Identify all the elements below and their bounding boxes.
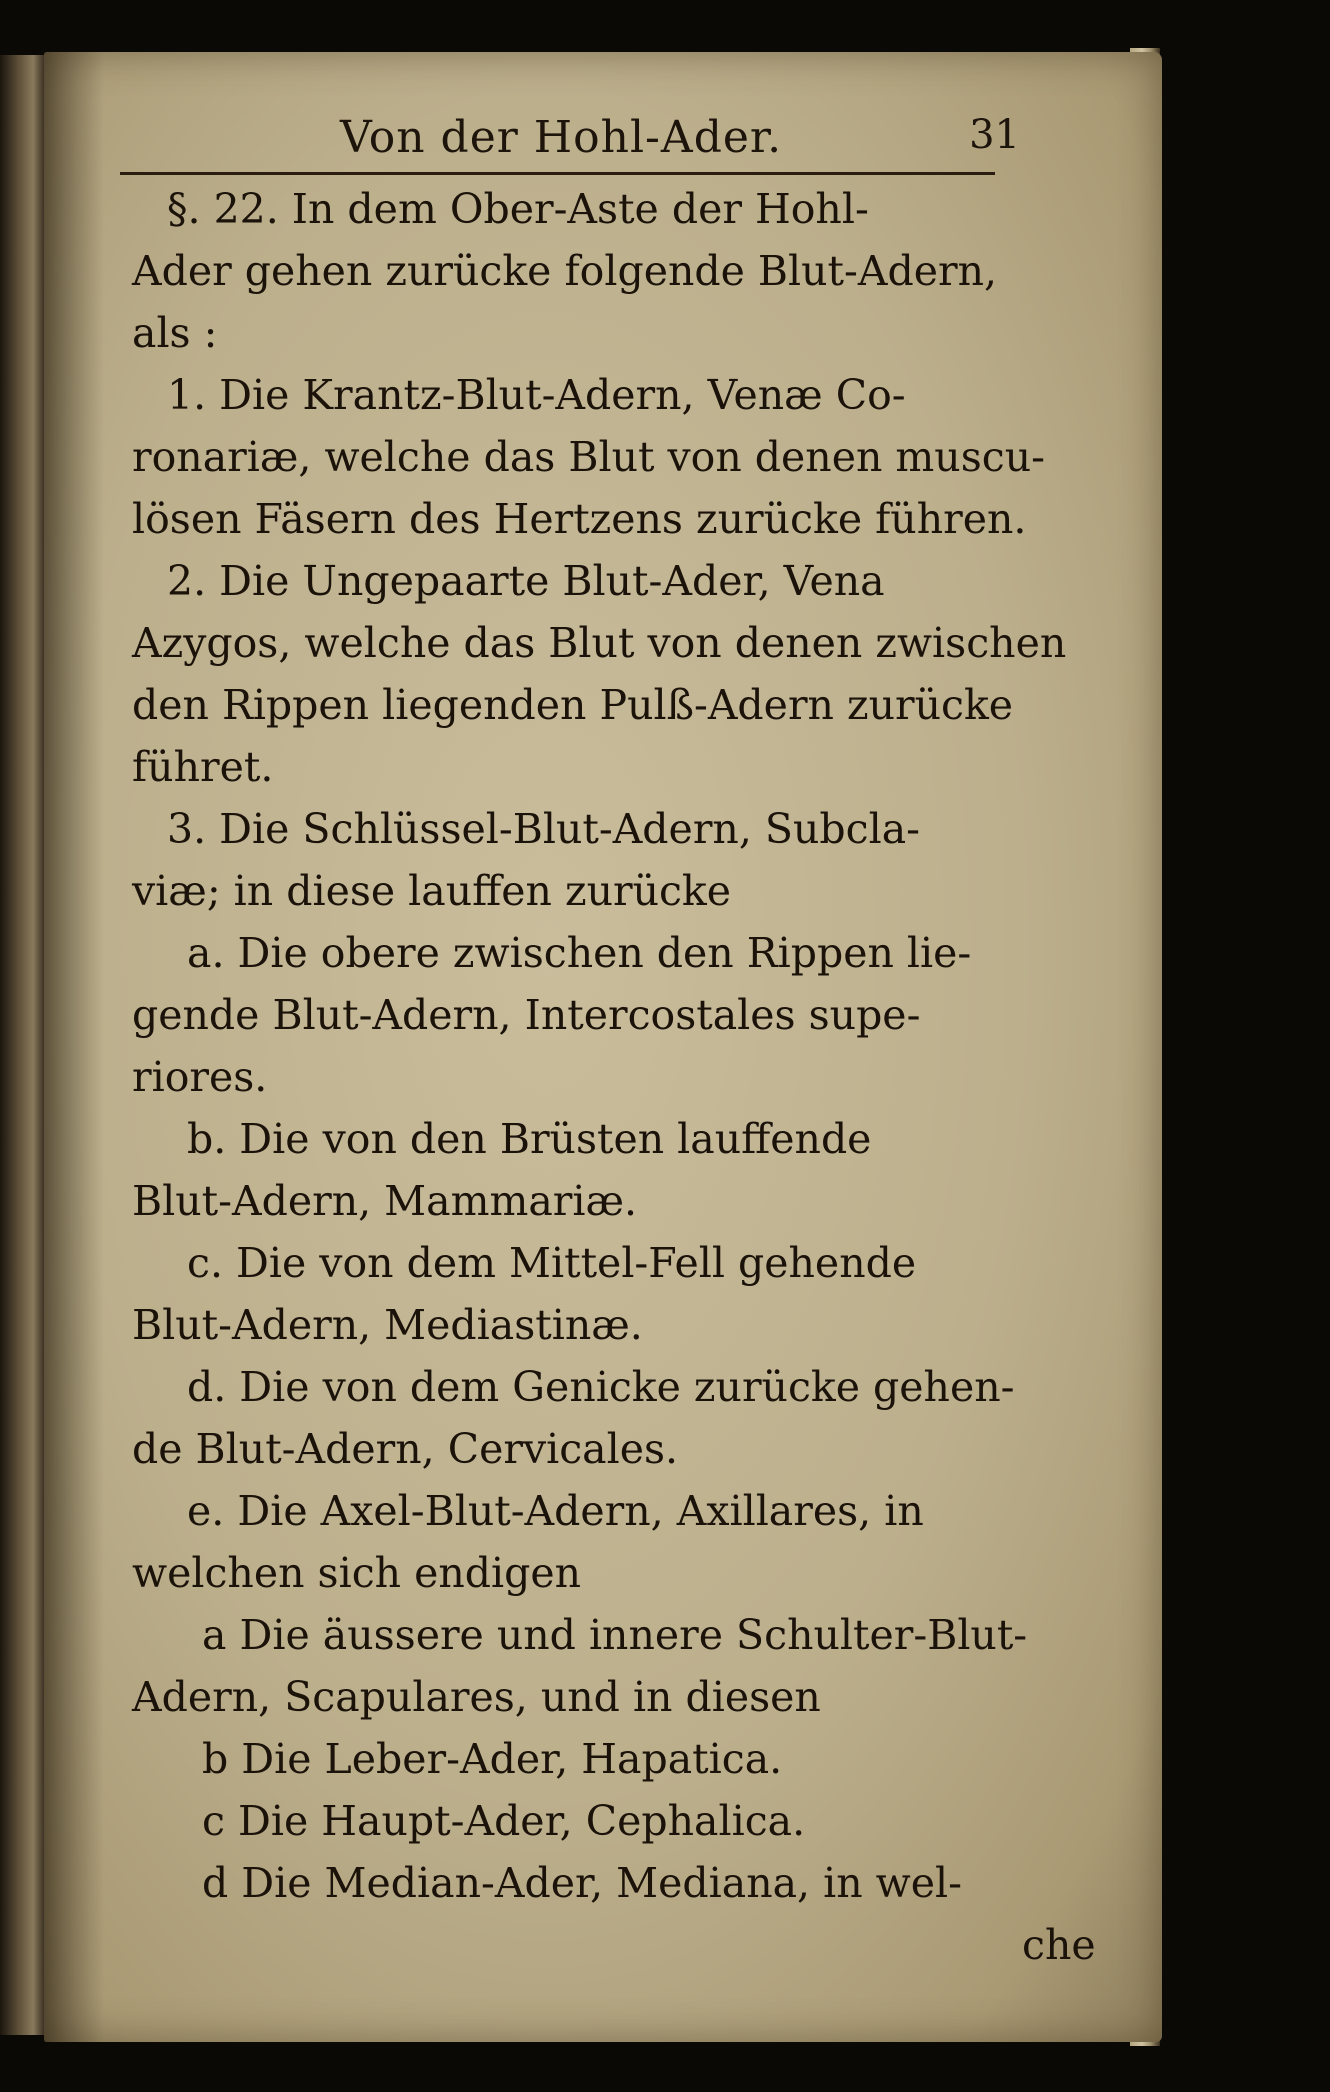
text-line: §. 22. In dem Ober-Aste der Hohl- [167,185,869,233]
text-line: de Blut-Adern, Cervicales. [132,1425,679,1473]
text-line: Ader gehen zurücke folgende Blut-Adern, [132,247,998,295]
running-title: Von der Hohl-Ader. [340,112,783,163]
text-line: Adern, Scapulares, und in diesen [132,1673,821,1721]
text-line: a. Die obere zwischen den Rippen lie- [187,929,972,977]
text-line: viæ; in diese lauffen zurücke [132,867,732,915]
running-header [340,112,1020,172]
text-line: d. Die von dem Genicke zurücke gehen- [187,1363,1015,1411]
text-line: 3. Die Schlüssel-Blut-Adern, Subcla- [167,805,920,853]
text-line: riores. [132,1053,268,1101]
text-line: b Die Leber-Ader, Hapatica. [202,1735,783,1783]
text-line: ronariæ, welche das Blut von denen muscu- [132,433,1045,481]
text-line: 2. Die Ungepaarte Blut-Ader, Vena [167,557,885,605]
text-line: b. Die von den Brüsten lauffende [187,1115,872,1163]
header-rule [120,172,995,175]
text-line: als : [132,309,218,357]
text-line: Blut-Adern, Mediastinæ. [132,1301,643,1349]
gutter-shadow [44,52,104,2042]
text-line: che [1022,1921,1096,1969]
text-line: den Rippen liegenden Pulß-Adern zurücke [132,681,1014,729]
text-line: e. Die Axel-Blut-Adern, Axillares, in [187,1487,924,1535]
text-line: lösen Fäsern des Hertzens zurücke führen. [132,495,1027,543]
text-line: führet. [132,743,274,791]
text-line: c. Die von dem Mittel-Fell gehende [187,1239,917,1287]
text-line: gende Blut-Adern, Intercostales supe- [132,991,921,1039]
text-line: Blut-Adern, Mammariæ. [132,1177,638,1225]
text-line: d Die Median-Ader, Mediana, in wel- [202,1859,962,1907]
page-number: 31 [969,112,1020,158]
text-line: 1. Die Krantz-Blut-Adern, Venæ Co- [167,371,906,419]
text-line: welchen sich endigen [132,1549,582,1597]
facing-page-edge [0,55,44,2035]
body-text [132,178,1096,1976]
text-line: Azygos, welche das Blut von denen zwischen [132,619,1067,667]
text-line: c Die Haupt-Ader, Cephalica. [202,1797,806,1845]
text-line: a Die äussere und innere Schulter-Blut- [202,1611,1028,1659]
